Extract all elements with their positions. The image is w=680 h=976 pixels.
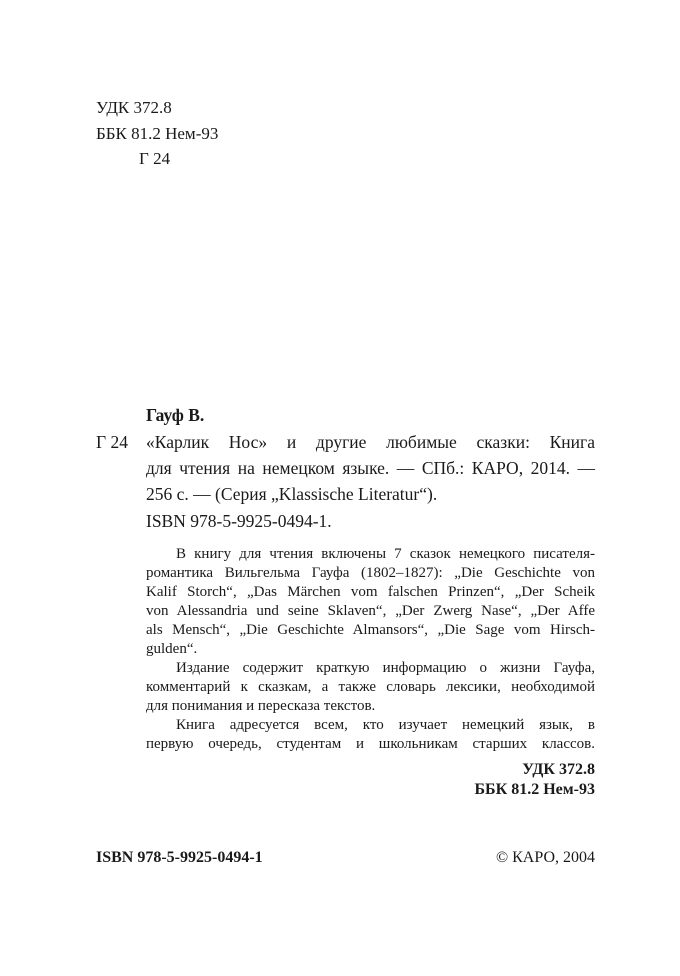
bottom-udk: УДК 372.8 bbox=[522, 761, 595, 778]
annotation-line-3: Kalif Storch“, „Das Märchen vom falschen Prinzen“, „Der Scheik bbox=[146, 584, 595, 600]
annotation-line-6: gulden“. bbox=[146, 641, 198, 657]
top-bbk: ББК 81.2 Нем-93 bbox=[96, 124, 219, 143]
annotation-line-10: Книга адресуется всем, кто изучает немецкий язык, в bbox=[176, 717, 595, 733]
top-udk: УДК 372.8 bbox=[96, 98, 172, 117]
bib-author-sign: Г 24 bbox=[96, 432, 128, 452]
bib-isbn: ISBN 978-5-9925-0494-1. bbox=[146, 511, 332, 531]
bib-title-line-1: «Карлик Нос» и другие любимые сказки: Книга bbox=[146, 432, 595, 452]
bib-title-line-3: 256 с. — (Серия „Klassische Literatur“). bbox=[146, 484, 438, 504]
annotation-line-9: для понимания и пересказа текстов. bbox=[146, 698, 376, 714]
annotation-line-2: романтика Вильгельма Гауфа (1802–1827): „Die Geschichte von bbox=[146, 565, 595, 581]
footer-isbn: ISBN 978-5-9925-0494-1 bbox=[96, 849, 263, 866]
annotation-line-1: В книгу для чтения включены 7 сказок немецкого писателя- bbox=[176, 546, 595, 562]
bib-title-line-2: для чтения на немецком языке. — СПб.: КАРО, 2014. — bbox=[146, 458, 595, 478]
top-author-sign: Г 24 bbox=[139, 149, 171, 168]
annotation-line-11: первую очередь, студентам и школьникам старших классов. bbox=[146, 736, 595, 752]
annotation-line-5: als Mensch“, „Die Geschichte Almansors“, „Die Sage vom Hirsch- bbox=[146, 622, 595, 638]
annotation-line-4: von Alessandria und seine Sklaven“, „Der Zwerg Nase“, „Der Affe bbox=[146, 603, 595, 619]
bottom-bbk: ББК 81.2 Нем-93 bbox=[474, 781, 595, 798]
bib-author: Гауф В. bbox=[146, 405, 205, 425]
annotation-line-7: Издание содержит краткую информацию о жизни Гауфа, bbox=[176, 660, 595, 676]
footer-copyright: © КАРО, 2004 bbox=[495, 849, 595, 866]
annotation-line-8: комментарий к сказкам, а также словарь лексики, необходимой bbox=[146, 679, 595, 695]
